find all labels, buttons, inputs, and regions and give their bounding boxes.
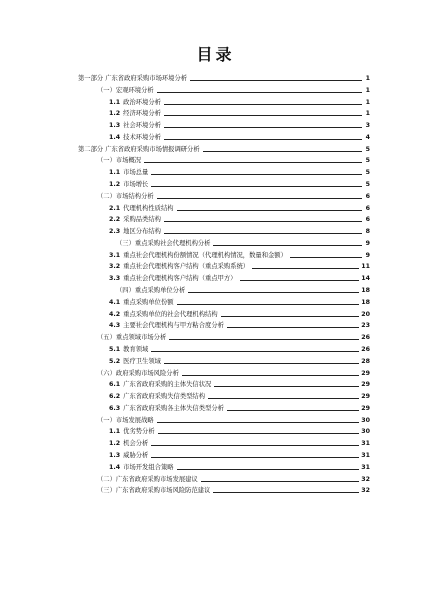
toc-entry-page-number: 29 — [361, 404, 370, 412]
toc-entry[interactable] — [109, 105, 370, 117]
toc-leader-line — [169, 338, 359, 340]
toc-entry-page-number: 1 — [365, 75, 370, 82]
toc-entry-label: 重点社会代理机构客户结构（重点采购系统） — [123, 263, 250, 271]
toc-leader-line — [201, 480, 359, 482]
toc-leader-line — [164, 362, 359, 364]
toc-entry-label: 重点社会代理机构客户结构（重点甲方） — [123, 275, 237, 283]
toc-entry[interactable] — [109, 459, 370, 471]
toc-entry-page-number: 31 — [361, 463, 370, 471]
toc-entry-number: 5.2 — [109, 357, 121, 365]
toc-leader-line — [227, 326, 359, 328]
toc-entry-number: 6.1 — [109, 381, 121, 389]
toc-entry[interactable] — [109, 341, 370, 353]
toc-entry-number: 6.3 — [109, 404, 121, 412]
toc-entry[interactable] — [109, 270, 370, 282]
toc-entry-page-number: 5 — [365, 157, 370, 165]
toc-leader-line — [164, 220, 362, 222]
toc-entry-number: 1.1 — [109, 98, 121, 106]
toc-entry-label: 广东省政府采购失信类型结构 — [123, 393, 206, 401]
toc-entry[interactable] — [97, 365, 370, 377]
toc-entry[interactable] — [109, 306, 370, 318]
toc-leader-line — [177, 209, 362, 211]
toc-entry-label: 广东省政府采购各主体失信类型分析 — [123, 404, 224, 412]
toc-entry[interactable] — [97, 412, 370, 424]
toc-entry[interactable] — [109, 317, 370, 329]
toc-entry[interactable] — [109, 200, 370, 212]
toc-entry-page-number: 9 — [365, 239, 370, 247]
toc-entry-number: 4.3 — [109, 322, 121, 330]
toc-entry-page-number: 31 — [361, 451, 370, 459]
toc-leader-line — [157, 421, 360, 423]
toc-leader-line — [164, 232, 362, 234]
toc-entry-label: 市场开发组合策略 — [123, 463, 174, 471]
toc-leader-line — [157, 91, 362, 93]
toc-entry[interactable] — [109, 447, 370, 459]
toc-entry-label: 代理机构性质结构 — [123, 204, 174, 212]
toc-entry-label: 教育领域 — [123, 345, 149, 353]
toc-entry-page-number: 20 — [361, 310, 370, 318]
toc-entry-label: （六）政府采购市场风险分析 — [97, 369, 179, 377]
toc-entry-number: 1.4 — [109, 463, 121, 471]
toc-entry-page-number: 5 — [365, 169, 370, 177]
toc-entry-label: 地区分布结构 — [123, 228, 161, 236]
toc-entry-number: 2.1 — [109, 204, 121, 212]
toc-entry-number: 1.1 — [109, 169, 121, 177]
toc-entry-label: 第二部分 广东省政府采购市场情报调研分析 — [78, 145, 200, 153]
toc-entry[interactable] — [97, 152, 370, 164]
toc-entry[interactable] — [109, 388, 370, 400]
toc-entry-label: 重点社会代理机构份额情况（代理机构情况，数量和金额） — [123, 251, 287, 259]
toc-entry[interactable] — [109, 176, 370, 188]
toc-entry-page-number: 23 — [361, 322, 370, 330]
toc-entry-label: 优劣势分析 — [123, 428, 155, 436]
toc-entry-page-number: 5 — [365, 145, 370, 153]
toc-entry-label: 政治环境分析 — [123, 98, 161, 106]
toc-entry-number: 1.3 — [109, 451, 121, 459]
toc-entry[interactable] — [109, 376, 370, 388]
toc-entry[interactable] — [97, 471, 370, 483]
toc-entry-page-number: 31 — [361, 440, 370, 448]
toc-entry-page-number: 26 — [361, 345, 370, 353]
toc-entry-page-number: 9 — [365, 251, 370, 259]
toc-entry-page-number: 28 — [361, 357, 370, 365]
toc-entry-page-number: 26 — [361, 334, 370, 342]
toc-leader-line — [164, 114, 362, 116]
toc-leader-line — [213, 244, 362, 246]
toc-entry[interactable] — [109, 423, 370, 435]
toc-entry-page-number: 29 — [361, 381, 370, 389]
toc-entry-number: 1.2 — [109, 181, 121, 189]
toc-entry[interactable] — [97, 482, 370, 494]
toc-entry-label: （二）市场结构分析 — [97, 192, 154, 200]
toc-leader-line — [290, 256, 362, 258]
toc-entry-number: 3.2 — [109, 263, 121, 271]
toc-leader-line — [164, 126, 362, 128]
toc-leader-line — [151, 444, 359, 446]
toc-leader-line — [208, 397, 359, 399]
toc-leader-line — [227, 409, 359, 411]
toc-leader-line — [144, 161, 362, 163]
toc-entry[interactable] — [116, 282, 370, 294]
toc-leader-line — [188, 291, 359, 293]
toc-entry[interactable] — [109, 211, 370, 223]
toc-entry[interactable] — [78, 70, 370, 82]
toc-entry-page-number: 14 — [361, 275, 370, 283]
toc-entry[interactable] — [109, 117, 370, 129]
toc-entry-number: 1.1 — [109, 428, 121, 436]
toc-entry-page-number: 6 — [365, 192, 370, 200]
toc-entry-label: （三）重点采购社会代理机构分析 — [116, 239, 211, 247]
toc-leader-line — [240, 279, 360, 281]
toc-entry-label: （五）重点领域市场分析 — [97, 334, 167, 342]
toc-leader-line — [151, 185, 362, 187]
toc-entry-number: 1.2 — [109, 110, 121, 118]
toc-entry-number: 2.3 — [109, 228, 121, 236]
toc-entry-page-number: 29 — [361, 369, 370, 377]
toc-leader-line — [213, 491, 359, 493]
toc-entry-page-number: 5 — [365, 181, 370, 189]
toc-leader-line — [182, 374, 359, 376]
toc-leader-line — [203, 150, 362, 152]
toc-entry-label: 重点采购单位份额 — [123, 298, 174, 306]
toc-entry[interactable] — [109, 129, 370, 141]
toc-entry-page-number: 8 — [365, 228, 370, 236]
toc-leader-line — [252, 267, 359, 269]
toc-entry-page-number: 30 — [361, 428, 370, 436]
toc-entry-label: 广东省政府采购的主体失信状况 — [123, 381, 212, 389]
toc-entry-number: 5.1 — [109, 345, 121, 353]
toc-leader-line — [164, 138, 362, 140]
toc-entry-page-number: 18 — [361, 298, 370, 306]
toc-leader-line — [151, 456, 359, 458]
toc-entry-label: 市场增长 — [123, 181, 149, 189]
toc-entry-page-number: 30 — [361, 416, 370, 424]
toc-entry-label: 威胁分析 — [123, 451, 149, 459]
toc-entry-number: 4.2 — [109, 310, 121, 318]
toc-entry-label: 第一部分 广东省政府采购市场环境分析 — [78, 75, 188, 82]
toc-entry-label: 重点采购单位的社会代理机构结构 — [123, 310, 218, 318]
toc-entry-number: 3.3 — [109, 275, 121, 283]
toc-entry-number: 1.3 — [109, 122, 121, 130]
toc-leader-line — [214, 385, 359, 387]
toc-leader-line — [177, 468, 360, 470]
toc-entry-label: （二）广东省政府采购市场发展建议 — [97, 475, 198, 483]
page-title: 目录 — [196, 45, 235, 64]
toc-entry[interactable] — [109, 400, 370, 412]
toc-entry[interactable] — [97, 82, 370, 94]
toc-entry[interactable] — [109, 223, 370, 235]
toc-entry[interactable] — [116, 235, 370, 247]
toc-entry-page-number: 11 — [361, 263, 370, 271]
toc-entry-label: （一）市场概况 — [97, 157, 142, 165]
toc-entry-label: 技术环境分析 — [123, 133, 161, 141]
toc-entry-label: 社会环境分析 — [123, 122, 161, 130]
toc-entry-label: 经济环境分析 — [123, 110, 161, 118]
toc-entry-number: 3.1 — [109, 251, 121, 259]
toc-entry[interactable] — [109, 247, 370, 259]
toc-entry[interactable] — [78, 141, 370, 153]
toc-entry-label: 市场总量 — [123, 169, 149, 177]
toc-entry[interactable] — [109, 258, 370, 270]
toc-entry[interactable] — [109, 294, 370, 306]
toc-leader-line — [157, 197, 362, 199]
toc-entry[interactable] — [109, 94, 370, 106]
toc-entry-page-number: 3 — [365, 122, 370, 130]
toc-leader-line — [151, 173, 362, 175]
toc-entry-label: （一）宏观环境分析 — [97, 86, 154, 94]
toc-entry-number: 1.4 — [109, 133, 121, 141]
toc-entry-page-number: 29 — [361, 393, 370, 401]
toc-entry-page-number: 6 — [365, 216, 370, 224]
toc-entry-label: 医疗卫生领域 — [123, 357, 161, 365]
toc-entry-label: 机会分析 — [123, 440, 149, 448]
toc-entry-number: 4.1 — [109, 298, 121, 306]
toc-entry-page-number: 4 — [365, 133, 370, 141]
toc-entry-page-number: 32 — [361, 475, 370, 483]
toc-entry-page-number: 1 — [365, 110, 370, 118]
toc-leader-line — [151, 350, 359, 352]
toc-entry-page-number: 6 — [365, 204, 370, 212]
toc-leader-line — [221, 315, 360, 317]
toc-entry-label: （三）广东省政府采购市场风险防范建议 — [97, 487, 211, 495]
toc-entry-number: 2.2 — [109, 216, 121, 224]
toc-entry-label: （四）重点采购单位分析 — [116, 287, 186, 295]
toc-leader-line — [190, 79, 362, 81]
toc-leader-line — [177, 303, 360, 305]
toc-entry[interactable] — [109, 164, 370, 176]
toc-entry-number: 6.2 — [109, 393, 121, 401]
toc-entry[interactable] — [109, 435, 370, 447]
toc-leader-line — [164, 103, 362, 105]
toc-entry-page-number: 32 — [361, 487, 370, 495]
toc-entry[interactable] — [97, 329, 370, 341]
toc-entry-label: 采购品类结构 — [123, 216, 161, 224]
toc-entry[interactable] — [97, 188, 370, 200]
toc-entry[interactable] — [109, 353, 370, 365]
toc-entry-label: 主要社会代理机构与甲方粘合度分析 — [123, 322, 224, 330]
toc-entry-label: （一）市场发展战略 — [97, 416, 154, 424]
toc-entry-page-number: 1 — [365, 86, 370, 94]
toc-entry-page-number: 18 — [361, 287, 370, 295]
toc-entry-page-number: 1 — [365, 98, 370, 106]
toc-entry-number: 1.2 — [109, 440, 121, 448]
toc-leader-line — [158, 432, 360, 434]
